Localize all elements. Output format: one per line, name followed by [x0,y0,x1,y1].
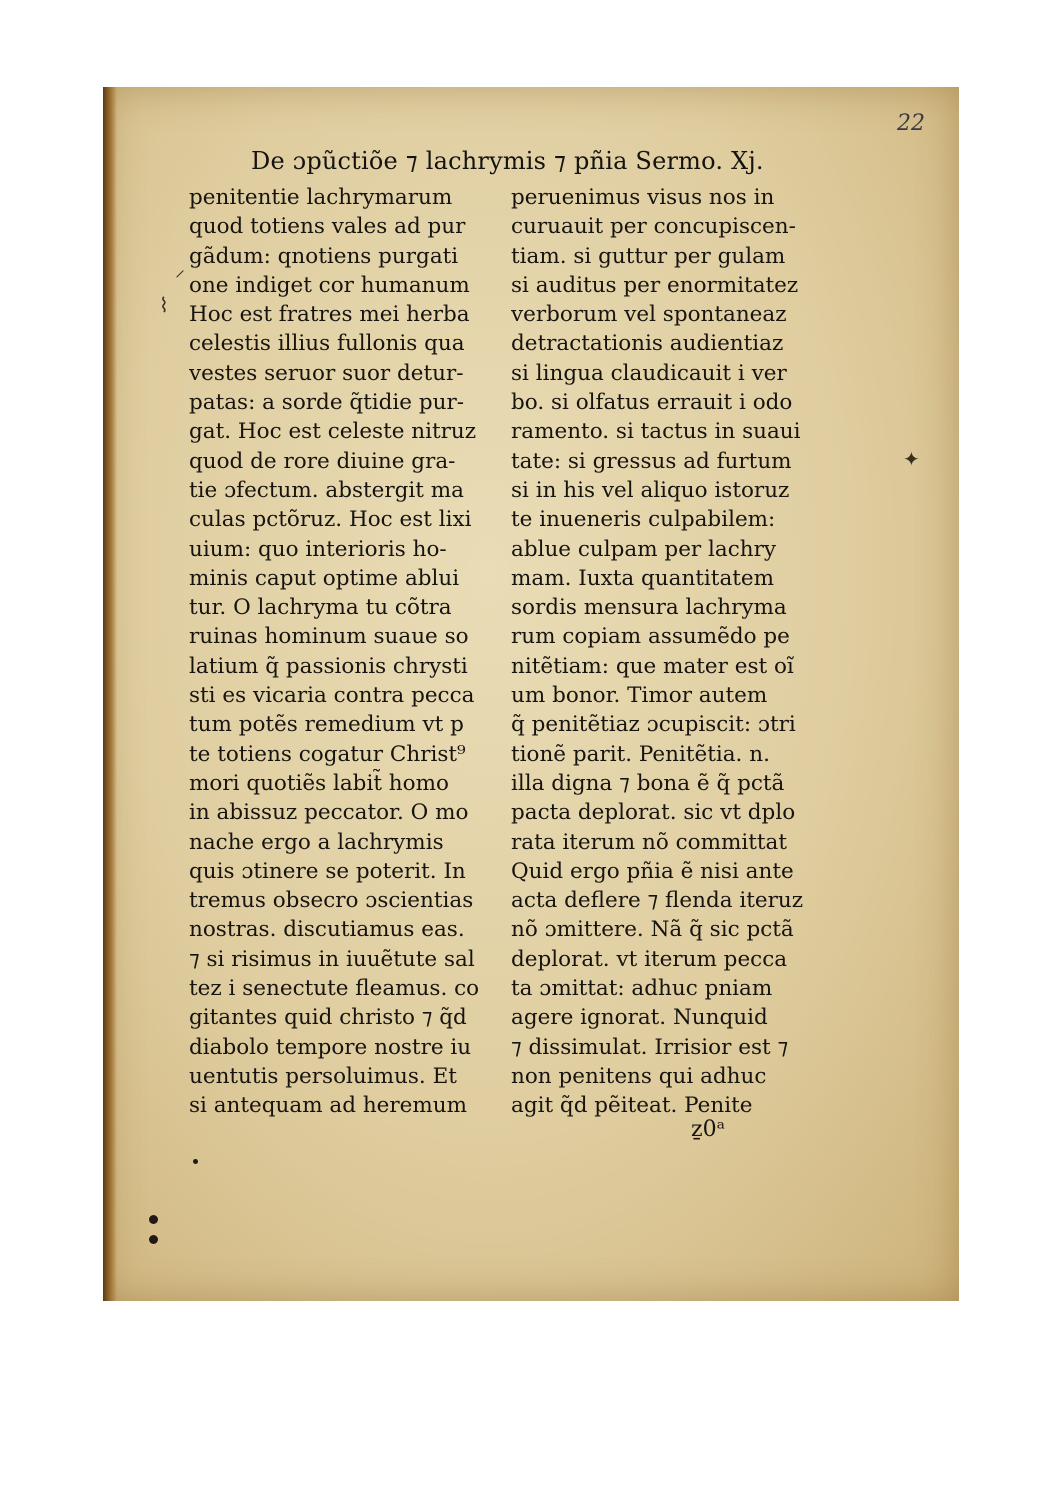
signature-mark: ẕ0ᵃ [691,1117,726,1142]
text-line: penitentie lachrymarum [189,185,453,210]
text-line: in abissuz peccator. O mo [189,800,469,826]
text-line: curuauit per concupiscen- [511,214,796,240]
text-line: agere ignorat. Nunquid [511,1005,768,1031]
text-line: ruinas hominum suaue so [189,624,469,650]
text-line: quod de rore diuine gra- [189,448,456,474]
text-line: tum potẽs remedium vt p [189,712,464,738]
text-line: mam. Iuxta quantitatem [511,565,775,591]
sermon-heading: De ɔpũctiõe ⁊ lachrymis ⁊ pñia Sermo. Xj. [251,147,764,175]
text-line: sti es vicaria contra pecca [189,683,475,709]
text-line: agit q̃d pẽiteat. Penite [511,1093,753,1119]
text-line: tiam. si guttur per gulam [511,243,786,269]
text-line: gãdum: qnotiens purgati [189,243,459,269]
text-line: diabolo tempore nostre iu [189,1034,472,1060]
text-line: illa digna ⁊ bona ẽ q̃ pctã [511,770,785,796]
text-line: acta deflere ⁊ flenda iteruz [511,888,804,914]
right-text-column [511,183,831,1121]
text-line: rum copiam assumẽdo pe [511,624,790,650]
marginal-mark: ⸝ [175,257,185,281]
text-line: tez i senectute fleamus. co [189,976,480,1002]
text-line: latium q̃ passionis chrysti [189,653,468,679]
text-line: verborum vel spontaneaz [511,302,787,328]
text-line: si lingua claudicauit i ver [511,360,787,386]
text-line: celestis illius fullonis qua [189,331,465,357]
marginal-mark: ✦ [903,447,920,471]
text-line: Quid ergo pñia ẽ nisi ante [511,858,794,884]
binding-gutter [103,87,117,1301]
text-line: sordis mensura lachryma [511,595,787,621]
text-line: ⁊ si risimus in iuuẽtute sal [189,946,475,972]
text-line: tur. O lachryma tu cõtra [189,595,452,621]
text-line: nõ ɔmittere. Nã q̃ sic pctã [511,917,794,943]
text-line: tate: si gressus ad furtum [511,448,792,474]
text-line: bo. si olfatus errauit i odo [511,390,793,416]
text-line: vestes seruor suor detur- [189,360,464,386]
manuscript-page [103,87,959,1301]
text-line: te inueneris culpabilem: [511,507,776,533]
text-line: one indiget cor humanum [189,272,470,298]
text-line: um bonor. Timor autem [511,683,768,709]
text-line: ramento. si tactus in suaui [511,419,801,445]
text-line: culas pctõruz. Hoc est lixi [189,507,472,533]
text-line: ablue culpam per lachry [511,536,777,562]
text-line: tremus obsecro ɔscientias [189,888,474,914]
text-line: detractationis audientiaz [511,331,784,357]
text-line: q̃ penitẽtiaz ɔcupiscit: ɔtri [511,712,796,738]
text-line: si auditus per enormitatez [511,272,799,298]
text-line: mori quotiẽs labit̃ homo [189,770,449,796]
text-line: nache ergo a lachrymis [189,829,444,855]
ink-blot [149,1215,158,1224]
text-line: tie ɔfectum. abstergit ma [189,477,464,503]
text-line: non penitens qui adhuc [511,1063,767,1089]
text-line: patas: a sorde q̃tidie pur- [189,390,465,416]
text-line: nostras. discutiamus eas. [189,917,465,943]
ink-blot [149,1235,158,1244]
text-line: ⁊ dissimulat. Irrisior est ⁊ [511,1034,789,1060]
text-line: pacta deplorat. sic vt dplo [511,800,796,826]
ink-blot [193,1159,198,1164]
text-line: gitantes quid christo ⁊ q̃d [189,1005,467,1031]
text-line: rata iterum nõ committat [511,829,787,855]
text-line: tionẽ parit. Penitẽtia. n. [511,741,770,767]
text-line: uium: quo interioris ho- [189,536,447,562]
text-line: uentutis persoluimus. Et [189,1063,457,1089]
text-line: quod totiens vales ad pur [189,214,466,240]
text-line: Hoc est fratres mei herba [189,302,470,328]
text-line: te totiens cogatur Christ⁹ [189,741,466,767]
text-line: quis ɔtinere se poterit. In [189,858,466,884]
folio-number: 22 [897,111,925,136]
text-line: si in his vel aliquo istoruz [511,477,790,503]
text-line: deplorat. vt iterum pecca [511,946,788,972]
text-line: si antequam ad heremum [189,1093,468,1119]
text-line: gat. Hoc est celeste nitruz [189,419,477,445]
marginal-mark: ⌇ [159,293,169,317]
text-line: minis caput optime ablui [189,565,460,591]
text-line: nitẽtiam: que mater est oĩ [511,653,794,679]
text-line: peruenimus visus nos in [511,185,775,210]
text-line: ta ɔmittat: adhuc pniam [511,976,773,1002]
left-text-column [189,183,509,1121]
